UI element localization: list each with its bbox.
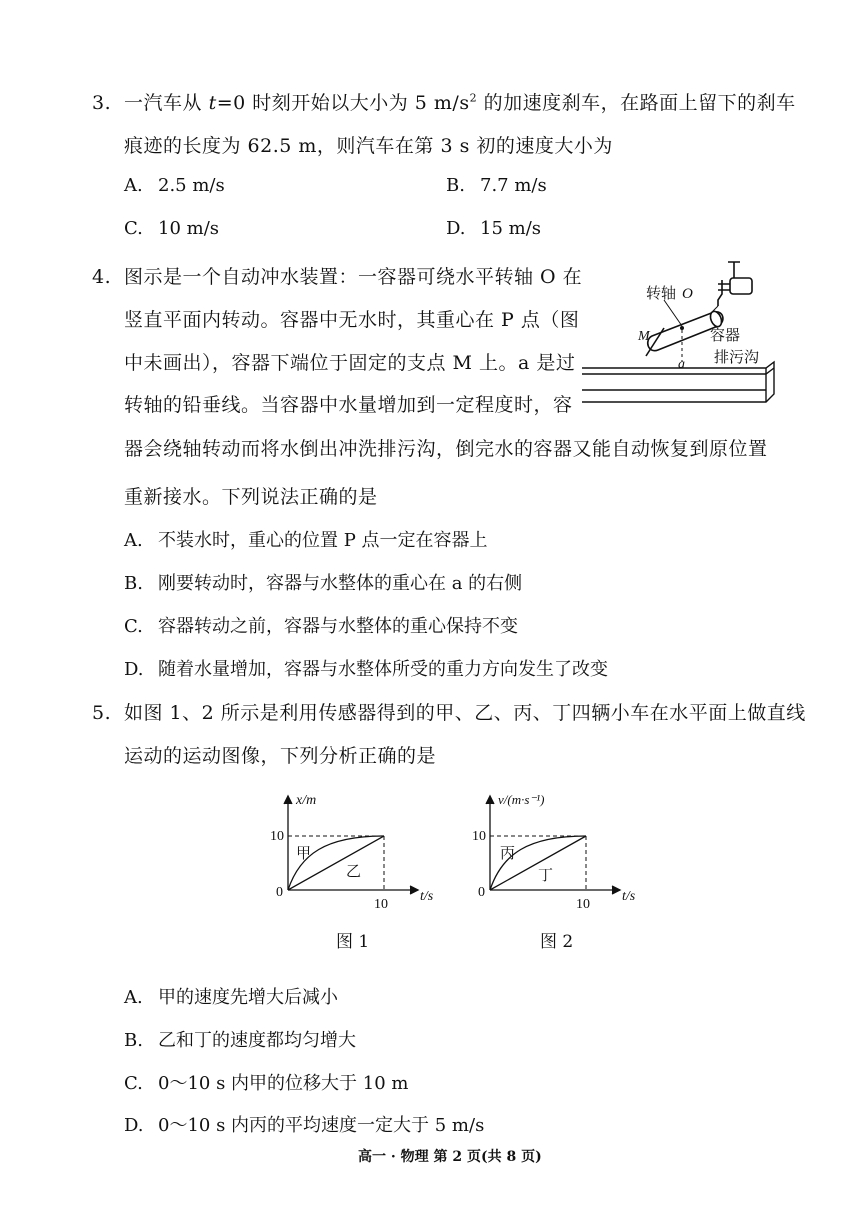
label-container: 容器 (710, 326, 741, 344)
figure-1-xt-graph (270, 788, 440, 913)
label-O: O (682, 286, 693, 302)
q4-option-b[interactable]: B. 刚要转动时，容器与水整体的重心在 a 的右侧 (124, 573, 523, 594)
pivot-O-dot (680, 326, 684, 330)
fig1-ylabel: x/m (296, 793, 317, 808)
fig2-xtick: 10 (576, 897, 590, 912)
q4-line-4: 转轴的铅垂线。当容器中水量增加到一定程度时，容 (124, 394, 573, 416)
fig2-label-bing: 丙 (500, 844, 516, 862)
fig2-ytick: 10 (472, 829, 486, 844)
q3-option-c[interactable]: C. 10 m/s (124, 218, 219, 239)
q4-option-a[interactable]: A. 不装水时，重心的位置 P 点一定在容器上 (124, 530, 488, 551)
fig2-origin: 0 (478, 885, 485, 900)
q5-option-d[interactable]: D. 0～10 s 内丙的平均速度一定大于 5 m/s (124, 1115, 485, 1136)
q3-number: 3. (92, 92, 112, 114)
fig2-xlabel: t/s (622, 889, 636, 904)
q3-line-1: 3. 一汽车从 t=0 时刻开始以大小为 5 $m/s^2$ 的加速度刹车，在路面上留下的刹车 (92, 91, 796, 114)
figure-1-caption: 图 1 (336, 932, 370, 952)
axis-leader-line (664, 300, 682, 326)
fig1-label-yi: 乙 (346, 862, 362, 880)
fig1-ytick: 10 (270, 829, 284, 844)
q4-line-1: 4. 图示是一个自动冲水装置：一容器可绕水平转轴 O 在 (92, 266, 583, 288)
figure-2-vt-graph (470, 788, 650, 913)
label-ditch: 排污沟 (714, 348, 760, 366)
label-axis: 转轴 (646, 284, 677, 302)
q5-line-1: 5. 如图 1、2 所示是利用传感器得到的甲、乙、丙、丁四辆小车在水平面上做直线 (92, 702, 806, 724)
fig1-x-arrow (410, 886, 418, 894)
flush-device-figure (578, 250, 778, 410)
q5-line-2: 运动的运动图像，下列分析正确的是 (124, 745, 437, 767)
fig1-origin: 0 (276, 885, 283, 900)
q5-option-b[interactable]: B. 乙和丁的速度都均匀增大 (124, 1030, 356, 1051)
q4-line-6: 重新接水。下列说法正确的是 (124, 486, 378, 508)
q3-option-b[interactable]: B. 7.7 m/s (446, 175, 547, 196)
q4-line-2: 竖直平面内转动。容器中无水时，其重心在 P 点（图 (124, 309, 580, 331)
fig2-ylabel: v/(m·s⁻¹) (498, 792, 545, 807)
label-a: a (678, 357, 685, 372)
fig1-xlabel: t/s (420, 889, 434, 904)
q4-number: 4. (92, 266, 112, 288)
q3-option-d[interactable]: D. 15 m/s (446, 218, 541, 239)
q4-line-3: 中未画出），容器下端位于固定的支点 M 上。a 是过 (124, 352, 576, 374)
figure-2-caption: 图 2 (540, 932, 574, 952)
page-footer: 高一 · 物理 第 2 页(共 8 页) (358, 1149, 542, 1165)
fig1-y-arrow (284, 796, 292, 804)
q3-line-2: 痕迹的长度为 62.5 m，则汽车在第 3 s 初的速度大小为 (124, 135, 613, 157)
label-M: M (638, 329, 650, 344)
q5-option-c[interactable]: C. 0～10 s 内甲的位移大于 10 m (124, 1073, 409, 1094)
fig1-label-jia: 甲 (296, 844, 312, 862)
faucet-icon (718, 262, 752, 306)
fig2-label-ding: 丁 (538, 866, 554, 884)
fig2-x-arrow (612, 886, 620, 894)
fig2-y-arrow (486, 796, 494, 804)
q4-option-d[interactable]: D. 随着水量增加，容器与水整体所受的重力方向发生了改变 (124, 659, 608, 680)
q5-option-a[interactable]: A. 甲的速度先增大后减小 (124, 987, 338, 1008)
q4-option-c[interactable]: C. 容器转动之前，容器与水整体的重心保持不变 (124, 616, 518, 637)
q3-option-a[interactable]: A. 2.5 m/s (124, 175, 225, 196)
q5-number: 5. (92, 702, 112, 724)
q4-line-5: 器会绕轴转动而将水倒出冲洗排污沟，倒完水的容器又能自动恢复到原位置 (124, 438, 768, 460)
fig1-xtick: 10 (374, 897, 388, 912)
